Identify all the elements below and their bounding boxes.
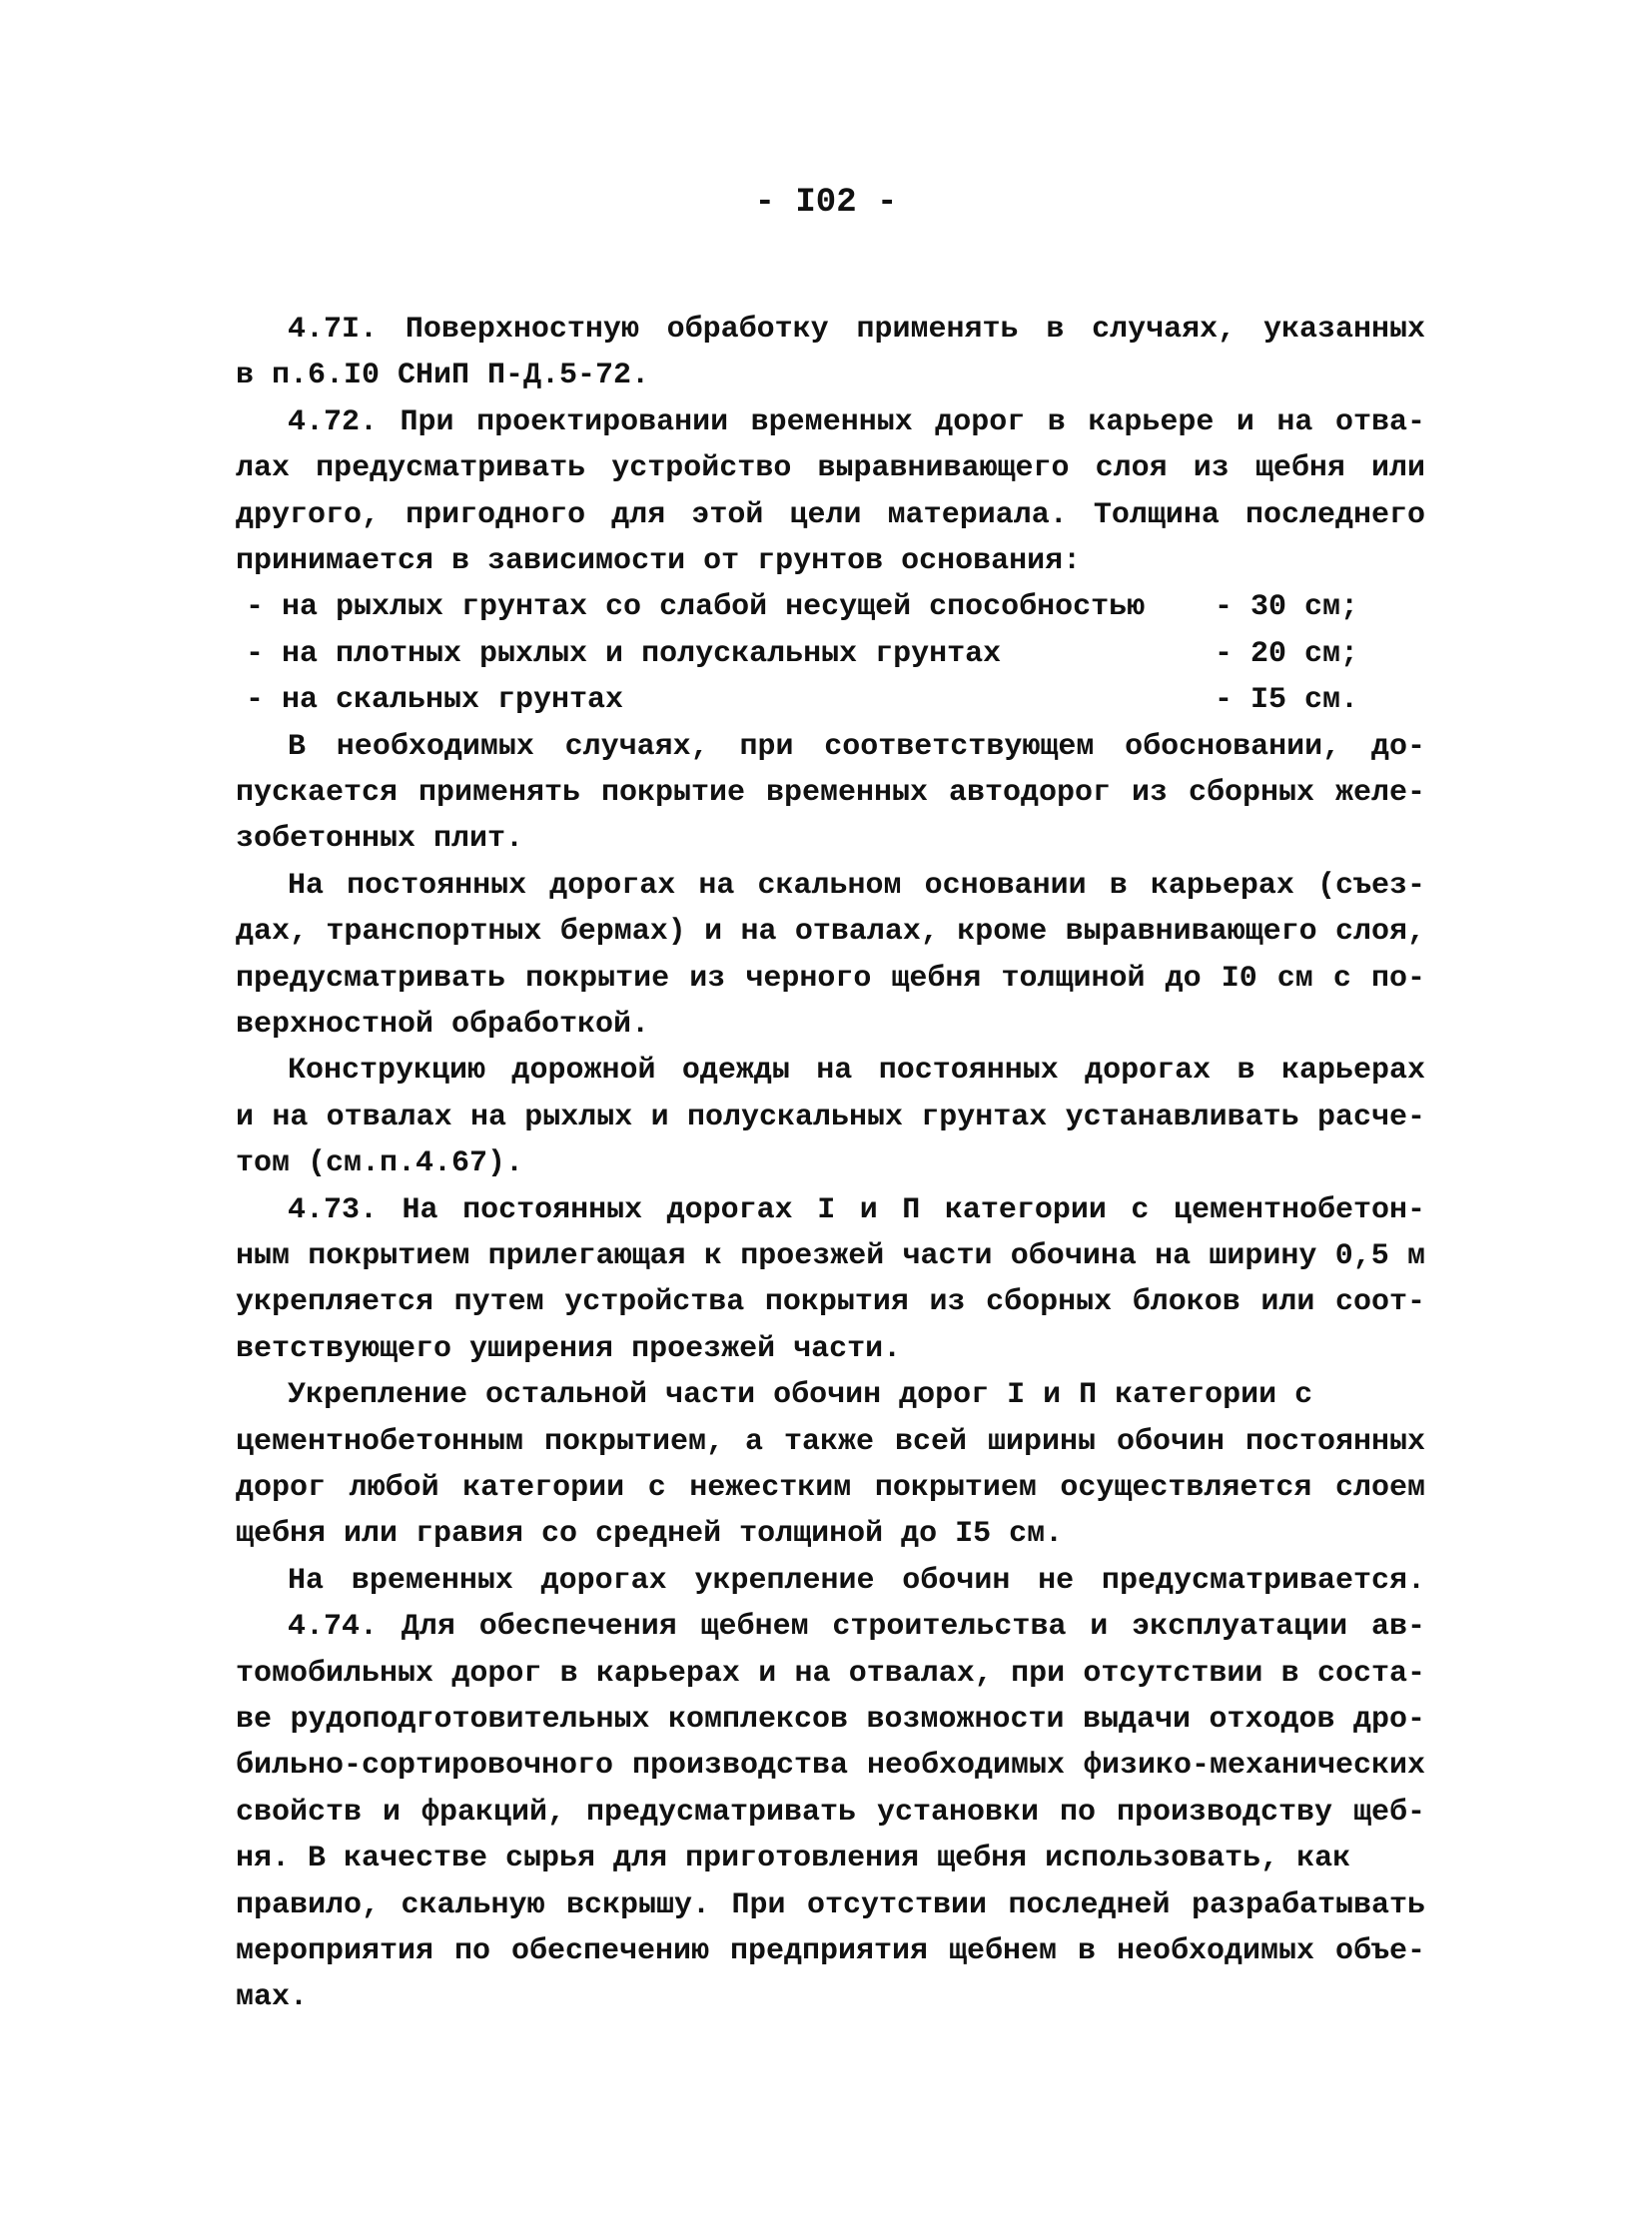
text-line: 4.73. На постоянных дорогах I и П категории с цементнобетон- [288,1193,1425,1227]
text-line: верхностной обработкой. [236,1008,650,1042]
list-item-label: - на плотных рыхлых и полускальных грунтах [246,637,1002,671]
text-line: принимается в зависимости от грунтов основания: [236,544,1082,578]
text-line: мах. [236,1980,309,2014]
list-item [246,680,1444,720]
text-line: 4.72. При проектировании временных дорог в карьере и на отва- [288,405,1425,439]
text-line: ветствующего уширения проезжей части. [236,1332,902,1366]
list-item [246,634,1444,674]
list-item [246,587,1444,627]
list-item-value: - I5 см. [1215,683,1359,717]
text-line: зобетонных плит. [236,822,524,856]
list-item-label: - на скальных грунтах [246,683,624,717]
text-line: ным покрытием прилегающая к проезжей части обочина на ширину 0,5 м [236,1239,1425,1273]
text-line: мероприятия по обеспечению предприятия щебнем в необходимых объе- [236,1934,1425,1968]
text-line: щебня или гравия со средней толщиной до I5 см. [236,1517,1064,1551]
text-line: Конструкцию дорожной одежды на постоянных дорогах в карьерах [288,1054,1425,1088]
text-line: цементнобетонным покрытием, а также всей ширины обочин постоянных [236,1425,1425,1459]
text-line: 4.74. Для обеспечения щебнем строительства и эксплуатации ав- [288,1610,1425,1644]
text-line: дах, транспортных бермах) и на отвалах, кроме выравнивающего слоя, [236,915,1425,949]
text-line: бильно-сортировочного производства необходимых физико-механических [236,1749,1425,1783]
page-number: - I02 - [754,184,898,222]
text-line: 4.7I. Поверхностную обработку применять в случаях, указанных [288,313,1425,347]
text-line: ня. В качестве сырья для приготовления щебня использовать, как [236,1842,1351,1875]
list-item-label: - на рыхлых грунтах со слабой несущей способностью [246,590,1146,624]
text-line: На постоянных дорогах на скальном основании в карьерах (съез- [288,869,1425,903]
text-line: правило, скальную вскрышу. При отсутствии последней разрабатывать [236,1888,1425,1922]
text-line: укрепляется путем устройства покрытия из сборных блоков или соот- [236,1285,1425,1319]
text-line: ве рудоподготовительных комплексов возможности выдачи отходов дро- [236,1703,1425,1737]
text-line: том (см.п.4.67). [236,1146,524,1180]
text-line: лах предусматривать устройство выравнивающего слоя из щебня или [236,451,1425,485]
text-line: На временных дорогах укрепление обочин не предусматривается. [288,1564,1425,1598]
text-line: томобильных дорог в карьерах и на отвалах, при отсутствии в соста- [236,1657,1425,1691]
list-item-value: - 30 см; [1215,590,1359,624]
list-item-value: - 20 см; [1215,637,1359,671]
text-line: в п.6.I0 СНиП П-Д.5-72. [236,359,650,392]
text-line: В необходимых случаях, при соответствующем обосновании, до- [288,730,1425,764]
text-line: предусматривать покрытие из черного щебня толщиной до I0 см с по- [236,962,1425,996]
text-line: свойств и фракций, предусматривать установки по производству щеб- [236,1796,1425,1830]
text-line: пускается применять покрытие временных автодорог из сборных желе- [236,776,1425,810]
text-line: дорог любой категории с нежестким покрытием осуществляется слоем [236,1471,1425,1505]
text-line: и на отвалах на рыхлых и полускальных грунтах устанавливать расче- [236,1101,1425,1134]
text-line: другого, пригодного для этой цели материала. Толщина последнего [236,498,1425,532]
text-line: Укрепление остальной части обочин дорог I и П категории с [288,1378,1313,1412]
